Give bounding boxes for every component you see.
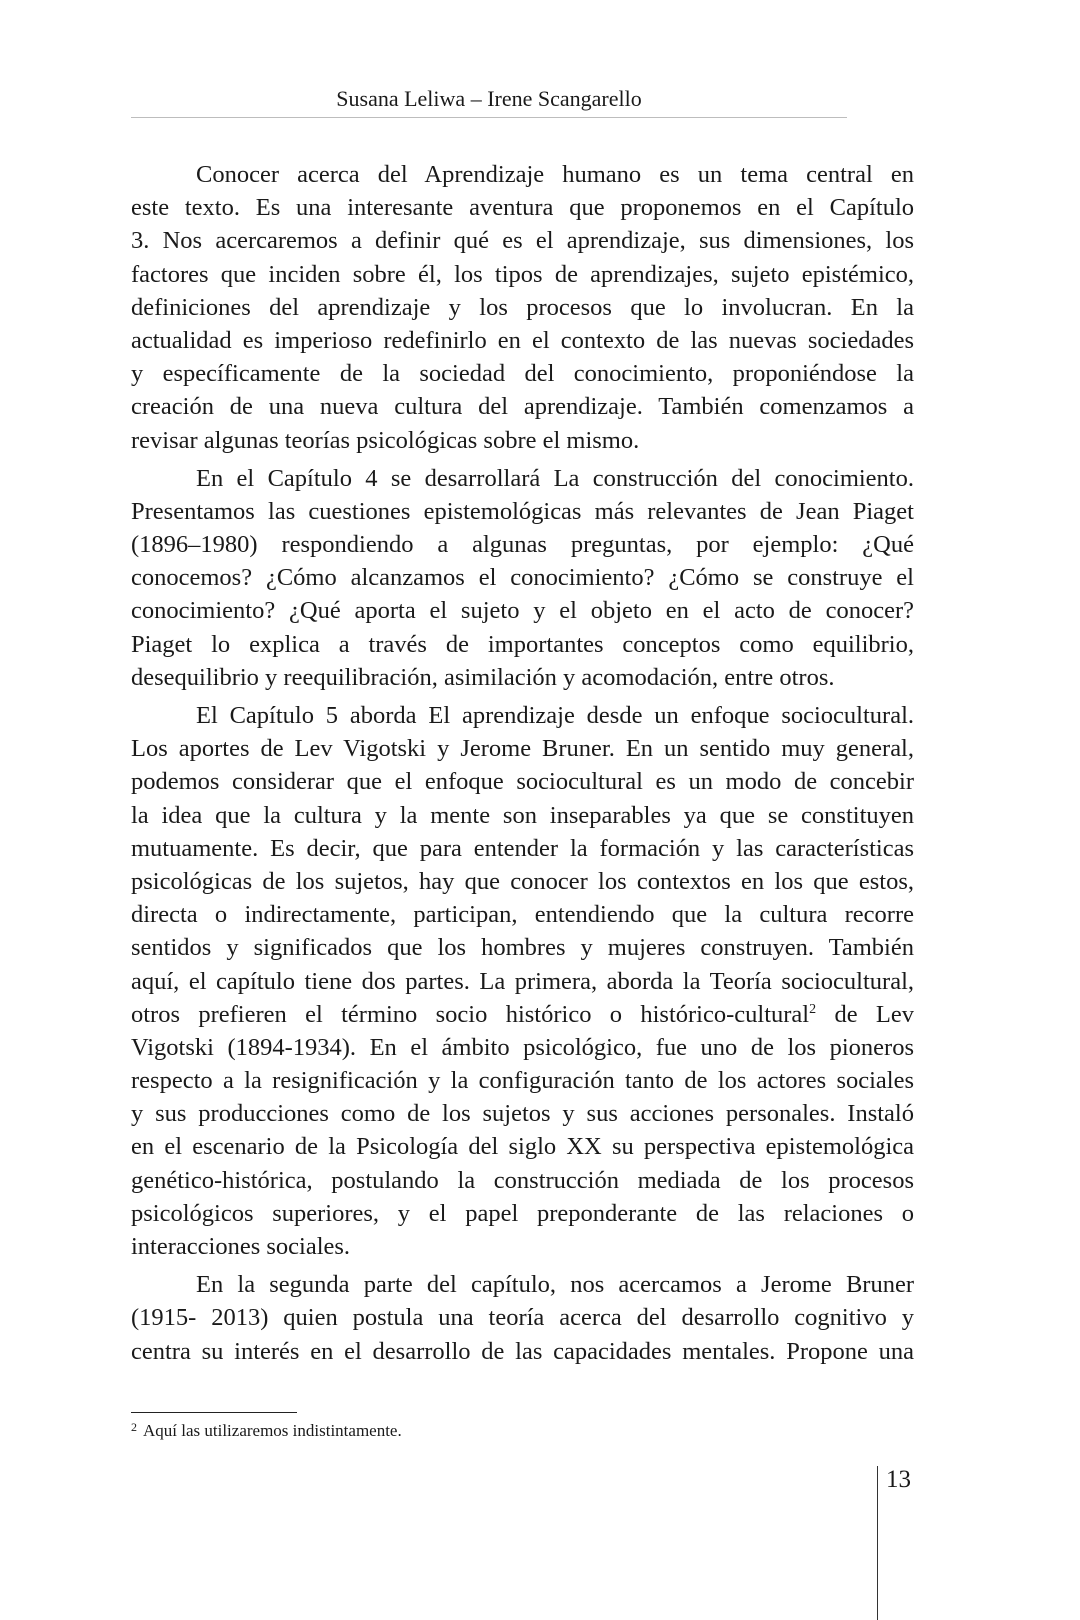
text-line: respecto a la resignificación y la configuración tanto de los actores sociales [131,1067,914,1095]
text-line: revisar algunas teorías psicológicas sobre el mismo. [131,426,640,454]
text-line: (1896–1980) respondiendo a algunas preguntas, por ejemplo: ¿Qué [131,531,914,559]
text-line: Presentamos las cuestiones epistemológicas más relevantes de Jean Piaget [131,497,914,525]
text-line: Vigotski (1894-1934). En el ámbito psicológico, fue uno de los pioneros [131,1033,914,1061]
paragraph [131,1268,914,1368]
text-line: Conocer acerca del Aprendizaje humano es un tema central en [196,161,914,188]
text-line: directa o indirectamente, participan, entendiendo que la cultura recorre [131,901,914,929]
text-line: y sus producciones como de los sujetos y sus acciones personales. Instaló [131,1100,914,1128]
footnote-rule [131,1412,297,1413]
header-rule [131,117,847,118]
paragraph [131,158,914,457]
text-segment: otros prefieren el término socio histórico o histórico-cultural [131,1000,810,1028]
text-line: definiciones del aprendizaje y los procesos que lo involucran. En la [131,293,914,321]
text-line: y específicamente de la sociedad del conocimiento, proponiéndose la [131,360,914,388]
text-line: desequilibrio y reequilibración, asimilación y acomodación, entre otros. [131,663,835,691]
text-line: En el Capítulo 4 se desarrollará La construcción del conocimiento. [196,464,914,492]
text-line: interacciones sociales. [131,1233,351,1260]
text-line: conocemos? ¿Cómo alcanzamos el conocimiento? ¿Cómo se construye el [131,564,914,592]
text-line: Piaget lo explica a través de importantes conceptos como equilibrio, [131,630,914,658]
paragraph [131,699,914,1263]
page-number: 13 [886,1466,911,1493]
paragraph [131,462,914,694]
text-line [131,998,914,1031]
text-line: la idea que la cultura y la mente son inseparables ya que se constituyen [131,801,914,829]
text-line: psicológicos superiores, y el papel preponderante de las relaciones o [131,1199,914,1227]
text-line: psicológicas de los sujetos, hay que conocer los contextos en los que estos, [131,867,914,895]
text-line: 3. Nos acercaremos a definir qué es el aprendizaje, sus dimensiones, los [131,227,914,255]
text-line: sentidos y significados que los hombres y mujeres construyen. También [131,934,914,962]
body-text [131,158,914,1373]
text-line: genético-histórica, postulando la construcción mediada de los procesos [131,1166,914,1194]
footnote-number: 2 [131,1420,137,1434]
text-line: este texto. Es una interesante aventura que proponemos en el Capítulo [131,194,914,222]
text-line: (1915- 2013) quien postula una teoría acerca del desarrollo cognitivo y [131,1304,914,1332]
running-header: Susana Leliwa – Irene Scangarello [336,86,642,111]
page-margin-rule [877,1466,878,1620]
text-line: en el escenario de la Psicología del siglo XX su perspectiva epistemológica [131,1133,914,1161]
text-line: Los aportes de Lev Vigotski y Jerome Bruner. En un sentido muy general, [131,735,914,763]
text-line: centra su interés en el desarrollo de las capacidades mentales. Propone una [131,1337,914,1365]
text-line: factores que inciden sobre él, los tipos de aprendizajes, sujeto epistémico, [131,260,914,288]
text-line: mutuamente. Es decir, que para entender la formación y las características [131,834,914,862]
text-line: El Capítulo 5 aborda El aprendizaje desde un enfoque sociocultural. [196,702,914,729]
footnote [131,1420,402,1441]
footnote-text: Aquí las utilizaremos indistintamente. [143,1421,402,1440]
text-line: creación de una nueva cultura del aprendizaje. También comenzamos a [131,393,914,421]
text-line: podemos considerar que el enfoque sociocultural es un modo de concebir [131,768,914,796]
footnote-reference[interactable]: 2 [809,1001,817,1017]
text-line: conocimiento? ¿Qué aporta el sujeto y el objeto en el acto de conocer? [131,597,914,625]
text-line: aquí, el capítulo tiene dos partes. La primera, aborda la Teoría sociocultural, [131,967,914,995]
text-segment: de Lev [816,1000,915,1028]
text-line: En la segunda parte del capítulo, nos acercamos a Jerome Bruner [196,1271,914,1299]
text-line: actualidad es imperioso redefinirlo en el contexto de las nuevas sociedades [131,326,914,354]
